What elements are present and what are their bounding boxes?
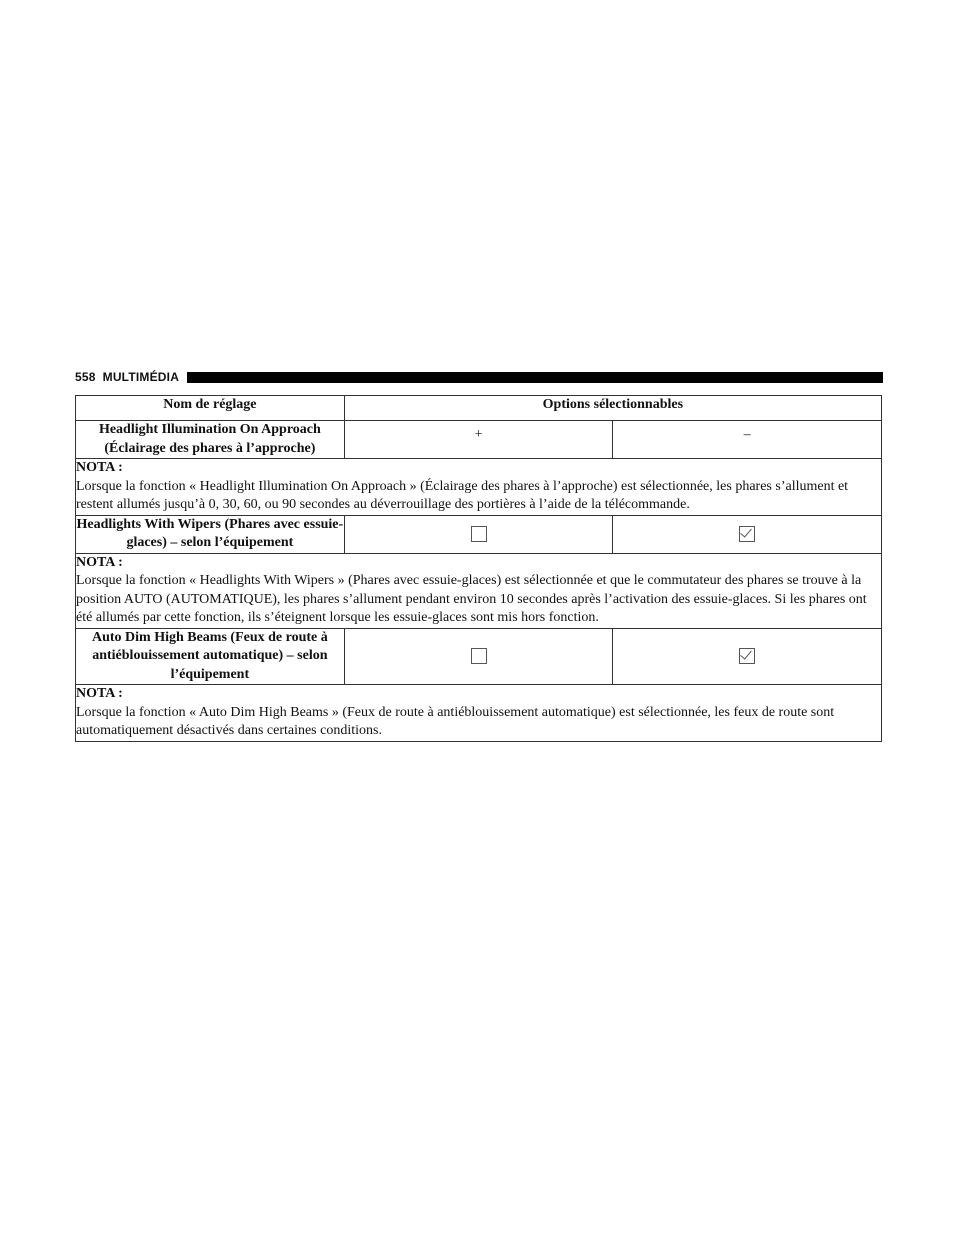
- note-label: NOTA :: [76, 686, 123, 701]
- page-header: [75, 368, 883, 386]
- note-label: NOTA :: [76, 460, 123, 475]
- page-number: 558: [75, 370, 96, 384]
- option-minus: –: [613, 421, 882, 459]
- empty-checkbox-icon: [471, 526, 487, 542]
- option-off: [344, 515, 613, 553]
- section-title: MULTIMÉDIA: [102, 370, 180, 384]
- setting-name: Auto Dim High Beams (Feux de route à antiéblouissement automatique) – selon l’équipement: [76, 628, 345, 685]
- note-text: Lorsque la fonction « Auto Dim High Beams » (Feux de route à antiéblouissement automatique) est sélectionnée, les feux de route sont automatiquement désactivés dans certaines conditions.: [76, 704, 835, 738]
- option-off: [344, 628, 613, 685]
- header-rule: [187, 372, 883, 383]
- table-row: [76, 421, 882, 459]
- option-on: [613, 628, 882, 685]
- note-cell: [76, 459, 882, 516]
- option-plus: +: [344, 421, 613, 459]
- note-row: [76, 459, 882, 516]
- note-row: [76, 685, 882, 742]
- note-cell: [76, 685, 882, 742]
- table-row: [76, 628, 882, 685]
- note-cell: [76, 553, 882, 628]
- settings-table: [75, 395, 882, 742]
- checked-checkbox-icon: [739, 526, 755, 542]
- empty-checkbox-icon: [471, 648, 487, 664]
- checked-checkbox-icon: [739, 648, 755, 664]
- table-row: [76, 515, 882, 553]
- setting-name: Headlights With Wipers (Phares avec essuie-glaces) – selon l’équipement: [76, 515, 345, 553]
- table-header-row: [76, 396, 882, 421]
- note-label: NOTA :: [76, 554, 123, 570]
- note-text: Lorsque la fonction « Headlight Illumination On Approach » (Éclairage des phares à l’approche) est sélectionnée, les phares s’allument et restent allumés jusqu’à 0, 30, 60, ou 90 secondes au déverrouillage des portières à l’aide de la télécommande.: [76, 478, 849, 512]
- note-row: [76, 553, 882, 628]
- column-header-options: Options sélectionnables: [344, 396, 881, 421]
- note-text: Lorsque la fonction « Headlights With Wipers » (Phares avec essuie-glaces) est sélectionnée et que le commutateur des phares se trouve à la position AUTO (AUTOMATIQUE), les phares s’allument pendant environ 10 secondes après l’activation des essuie-glaces. Si les phares ont été allumés par cette fonction, ils s’éteignent lorsque les essuie-glaces sont mis hors fonction.: [76, 573, 867, 625]
- setting-name: Headlight Illumination On Approach (Éclairage des phares à l’approche): [76, 421, 345, 459]
- option-on: [613, 515, 882, 553]
- column-header-setting-name: Nom de réglage: [76, 396, 345, 421]
